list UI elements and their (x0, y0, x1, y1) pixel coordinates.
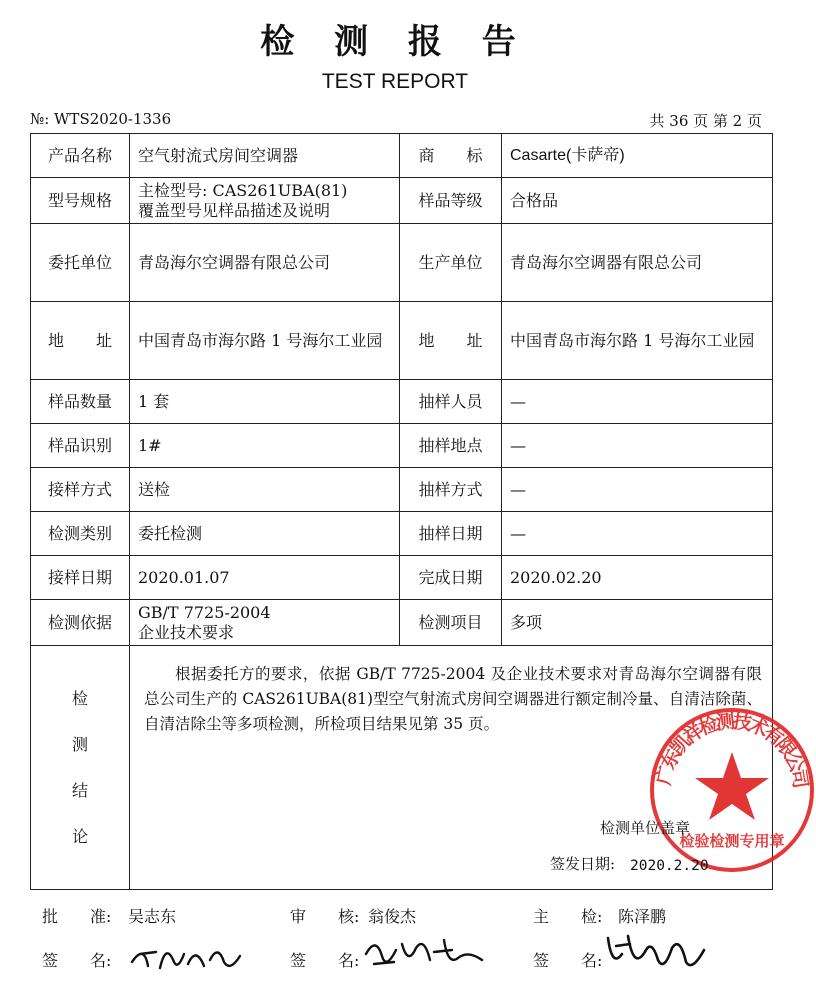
table-row (31, 224, 773, 302)
sign-label-approver: 签 名: (42, 951, 112, 970)
basis-label: 检测依据 (31, 600, 130, 646)
conclusion-label-char: 结 (71, 780, 88, 800)
table-row (31, 380, 773, 424)
manufacturer-address-label: 地 址 (400, 302, 502, 380)
sampling-method-label: 抽样方式 (400, 468, 502, 512)
sampling-method-value: — (502, 468, 773, 512)
conclusion-label-char: 测 (71, 734, 88, 754)
report-subtitle: TEST REPORT (321, 70, 469, 93)
items-value: 多项 (502, 600, 773, 646)
stamp-bottom-text: 检验检测专用章 (679, 832, 785, 850)
product-name-label: 产品名称 (31, 134, 130, 178)
approver-signature-icon (126, 932, 246, 978)
sign-label-inspector: 签 名: (533, 951, 603, 970)
basis-line-2: 企业技术要求 (138, 622, 235, 642)
sign-label-reviewer: 签 名: (290, 951, 360, 970)
review-label: 审 核: (290, 907, 360, 926)
conclusion-label (31, 646, 130, 890)
sample-id-label: 样品识别 (31, 424, 130, 468)
test-type-value: 委托检测 (130, 512, 400, 556)
basis-value (130, 600, 400, 646)
unit-seal-label: 检测单位盖章 (600, 819, 691, 837)
basis-line-1: GB/T 7725-2004 (138, 602, 271, 622)
approver-name: 吴志东 (128, 907, 177, 926)
brand-value: Casarte(卡萨帝) (502, 134, 773, 178)
client-address-label: 地 址 (31, 302, 130, 380)
sampler-value: — (502, 380, 773, 424)
product-name-value: 空气射流式房间空调器 (130, 134, 400, 178)
manufacturer-value: 青岛海尔空调器有限总公司 (502, 224, 773, 302)
receive-method-value: 送检 (130, 468, 400, 512)
model-line-2: 覆盖型号见样品描述及说明 (138, 200, 331, 220)
sign-date-label: 签发日期: (550, 855, 616, 873)
report-number: №: WTS2020-1336 (30, 110, 172, 128)
conclusion-label-char: 论 (71, 826, 88, 846)
receive-date-value: 2020.01.07 (130, 556, 400, 600)
receive-method-label: 接样方式 (31, 468, 130, 512)
model-value (130, 178, 400, 224)
inspect-label: 主 检: (533, 907, 603, 926)
grade-label: 样品等级 (400, 178, 502, 224)
table-row (31, 468, 773, 512)
finish-date-value: 2020.02.20 (502, 556, 773, 600)
table-row (31, 646, 773, 890)
finish-date-label: 完成日期 (400, 556, 502, 600)
test-type-label: 检测类别 (31, 512, 130, 556)
sampling-place-value: — (502, 424, 773, 468)
stamp-star-icon (695, 752, 769, 820)
inspector-signature-icon (600, 928, 710, 980)
stamp-ring-text: 广东凯祥检测技术有限公司 (652, 710, 812, 791)
receive-date-label: 接样日期 (31, 556, 130, 600)
items-label: 检测项目 (400, 600, 502, 646)
report-title: 检 测 报 告 (260, 22, 530, 62)
approve-label: 批 准: (42, 907, 112, 926)
manufacturer-address-value: 中国青岛市海尔路 1 号海尔工业园 (502, 302, 773, 380)
client-label: 委托单位 (31, 224, 130, 302)
manufacturer-label: 生产单位 (400, 224, 502, 302)
sample-id-value: 1# (130, 424, 400, 468)
sampling-place-label: 抽样地点 (400, 424, 502, 468)
model-line-1: 主检型号: CAS261UBA(81) (138, 180, 348, 200)
table-row (31, 556, 773, 600)
sample-qty-label: 样品数量 (31, 380, 130, 424)
table-row (31, 424, 773, 468)
sampling-date-value: — (502, 512, 773, 556)
reviewer-name: 翁俊杰 (368, 907, 417, 926)
table-row (31, 178, 773, 224)
grade-value: 合格品 (502, 178, 773, 224)
brand-label: 商 标 (400, 134, 502, 178)
client-address-value: 中国青岛市海尔路 1 号海尔工业园 (130, 302, 400, 380)
official-stamp-icon (648, 706, 816, 874)
conclusion-cell (130, 646, 812, 890)
client-value: 青岛海尔空调器有限总公司 (130, 224, 400, 302)
reviewer-signature-icon (360, 930, 490, 978)
sampler-label: 抽样人员 (400, 380, 502, 424)
page-info: 共 36 页 第 2 页 (649, 112, 762, 130)
sign-date-value: 2020.2.20 (630, 858, 709, 874)
sample-qty-value: 1 套 (130, 380, 400, 424)
table-row (31, 134, 773, 178)
table-row (31, 512, 773, 556)
table-row (31, 600, 773, 646)
sampling-date-label: 抽样日期 (400, 512, 502, 556)
model-label: 型号规格 (31, 178, 130, 224)
report-table (30, 133, 812, 890)
inspector-name: 陈泽鹏 (618, 907, 667, 926)
conclusion-label-char: 检 (71, 688, 88, 708)
conclusion-text: 根据委托方的要求，依据 GB/T 7725-2004 及企业技术要求对青岛海尔空调器有限总公司生产的 CAS261UBA(81)型空气射流式房间空调器进行额定制冷量、自清洁除菌、自清洁除尘等多项检测，所检项目结果见第 35 页。 (144, 665, 762, 733)
table-row (31, 302, 773, 380)
